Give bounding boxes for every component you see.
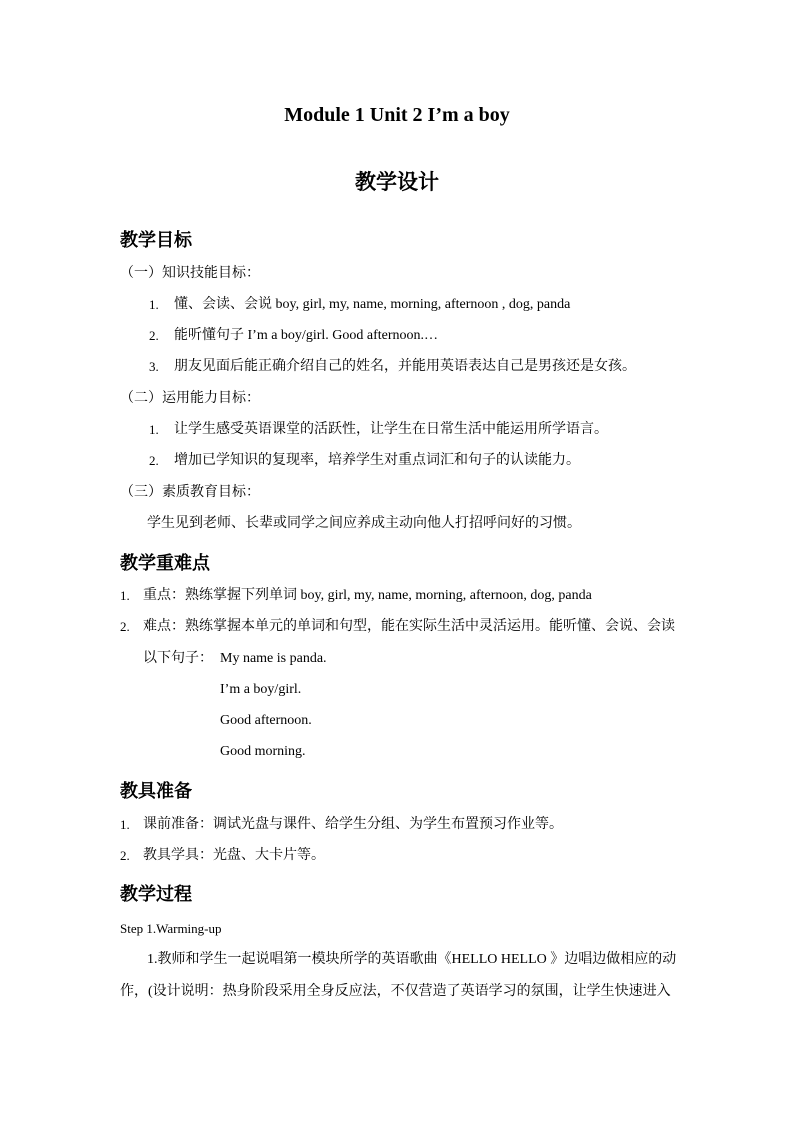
sentence-line: My name is panda. [220, 651, 327, 666]
list-item-number: 2. [149, 453, 159, 468]
objectives-sub3-text: 学生见到老师、长辈或同学之间应养成主动向他人打招呼问好的习惯。 [147, 516, 581, 531]
list-item-number: 2. [120, 619, 130, 634]
list-item: 增加已学知识的复现率，培养学生对重点词汇和句子的认读能力。 [174, 453, 580, 468]
list-item: 朋友见面后能正确介绍自己的姓名，并能用英语表达自己是男孩还是女孩。 [174, 359, 636, 374]
objectives-sub1-label: （一）知识技能目标： [120, 266, 260, 281]
sentence-line: Good morning. [220, 744, 306, 759]
sentences-label: 以下句子： [143, 651, 213, 666]
list-item-number: 1. [120, 817, 130, 832]
list-item: 让学生感受英语课堂的活跃性，让学生在日常生活中能运用所学语言。 [174, 422, 608, 437]
objectives-sub2-label: （二）运用能力目标： [120, 391, 260, 406]
materials-heading: 教具准备 [120, 781, 192, 801]
sentence-line: I’m a boy/girl. [220, 682, 302, 697]
list-item-number: 1. [149, 297, 159, 312]
list-item: 能听懂句子 I’m a boy/girl. Good afternoon.… [174, 328, 439, 343]
list-item: 懂、会读、会说 boy, girl, my, name, morning, afternoon , dog, panda [174, 297, 571, 312]
list-item-number: 2. [149, 328, 159, 343]
document-subtitle: 教学设计 [355, 170, 439, 194]
step-title: Step 1.Warming-up [120, 921, 222, 936]
list-item: 课前准备：调试光盘与课件、给学生分组、为学生布置预习作业等。 [143, 817, 563, 832]
list-item: 教具学具：光盘、大卡片等。 [143, 848, 325, 863]
list-item-number: 1. [149, 422, 159, 437]
paragraph-line: 作，(设计说明：热身阶段采用全身反应法，不仅营造了英语学习的氛围，让学生快速进入 [120, 984, 671, 999]
list-item-number: 1. [120, 588, 130, 603]
objectives-heading: 教学目标 [120, 230, 192, 250]
sentence-line: Good afternoon. [220, 713, 312, 728]
list-item: 难点：熟练掌握本单元的单词和句型，能在实际生活中灵活运用。能听懂、会说、会读 [143, 619, 675, 634]
document-title: Module 1 Unit 2 I’m a boy [284, 104, 510, 126]
list-item: 重点：熟练掌握下列单词 boy, girl, my, name, morning, afternoon, dog, panda [143, 588, 592, 603]
process-heading: 教学过程 [120, 884, 192, 904]
list-item-number: 2. [120, 848, 130, 863]
objectives-sub3-label: （三）素质教育目标： [120, 485, 260, 500]
paragraph-line: 1.教师和学生一起说唱第一模块所学的英语歌曲《HELLO HELLO 》边唱边做相应的动 [147, 952, 677, 967]
keypoints-heading: 教学重难点 [120, 553, 210, 573]
list-item-number: 3. [149, 359, 159, 374]
